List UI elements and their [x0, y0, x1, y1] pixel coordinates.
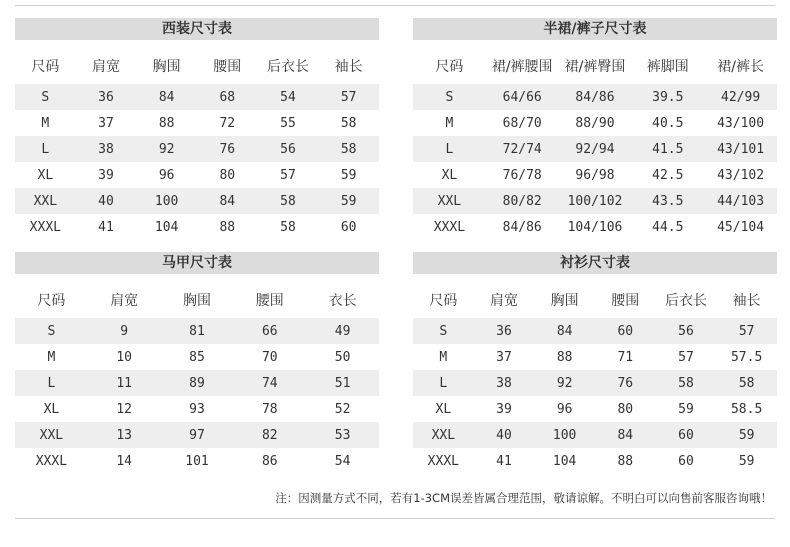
column-header: 袖长: [732, 293, 761, 309]
table-row: [15, 422, 379, 448]
measurement-cell: 45/104: [717, 219, 765, 235]
column-header: 肩宽: [91, 59, 120, 75]
measurement-cell: 36: [474, 318, 535, 344]
measurement-cell: 84: [534, 318, 595, 344]
measurement-cell: 104: [154, 219, 179, 235]
measurement-cell: 57.5: [730, 349, 763, 365]
measurement-cell: 50: [334, 349, 351, 365]
measurement-cell: 80: [219, 167, 236, 183]
table-row: [413, 188, 777, 214]
size-label-cell: S: [413, 318, 474, 344]
column-header: 肩宽: [110, 293, 139, 309]
measurement-cell: 88/90: [575, 115, 615, 131]
measurement-cell: 10: [116, 349, 133, 365]
measurement-cell: 40: [474, 422, 535, 448]
measurement-cell: 84: [197, 188, 258, 214]
measurement-cell: 44/103: [704, 188, 777, 214]
measurement-cell: 56: [258, 136, 319, 162]
measurement-cell: 88: [219, 219, 236, 235]
column-header: 腰围: [213, 59, 242, 75]
table-row: [15, 214, 379, 240]
measurement-cell: 89: [161, 370, 234, 396]
measurement-cell: 41: [496, 453, 512, 469]
skirt-pants-table: [413, 48, 777, 240]
measurement-cell: 72/74: [486, 136, 559, 162]
table-header-row: [413, 282, 777, 318]
table-header-row: [15, 48, 379, 84]
measurement-cell: 53: [306, 422, 379, 448]
measurement-cell: 12: [116, 401, 133, 417]
measurement-cell: 84: [136, 84, 197, 110]
table-row: [413, 370, 777, 396]
table-header-row: [15, 282, 379, 318]
size-label-cell: L: [413, 136, 486, 162]
measurement-cell: 38: [76, 136, 137, 162]
measurement-cell: 60: [656, 422, 717, 448]
measurement-cell: 59: [340, 167, 357, 183]
measurement-cell: 39: [496, 401, 512, 417]
measurement-cell: 39.5: [631, 84, 704, 110]
measurement-cell: 52: [334, 401, 351, 417]
table-row: [413, 396, 777, 422]
size-label-cell: XL: [37, 167, 54, 183]
measurement-cell: 84/86: [502, 219, 542, 235]
measurement-cell: 57: [716, 318, 777, 344]
measurement-cell: 49: [306, 318, 379, 344]
size-label-cell: XXXL: [433, 219, 466, 235]
measurement-cell: 36: [76, 84, 137, 110]
measurement-cell: 96: [158, 167, 175, 183]
size-label-cell: XXL: [413, 188, 486, 214]
measurement-cell: 72: [219, 115, 236, 131]
measurement-cell: 76/78: [502, 167, 542, 183]
table-row: [413, 214, 777, 240]
table-row: [15, 448, 379, 474]
measurement-cell: 58: [716, 370, 777, 396]
size-label-cell: S: [15, 84, 76, 110]
measurement-cell: 60: [595, 318, 656, 344]
measurement-cell: 60: [678, 453, 694, 469]
measurement-cell: 80: [617, 401, 634, 417]
measurement-cell: 43/101: [704, 136, 777, 162]
measurement-cell: 55: [280, 115, 296, 131]
column-header: 尺码: [435, 59, 464, 75]
measurement-cell: 44.5: [652, 219, 684, 235]
vest-table-title: 马甲尺寸表: [15, 252, 379, 274]
measurement-cell: 82: [233, 422, 306, 448]
size-label-cell: XL: [441, 167, 458, 183]
column-header: 胸围: [550, 293, 579, 309]
table-row: [413, 448, 777, 474]
size-label-cell: XXXL: [35, 453, 68, 469]
table-row: [15, 110, 379, 136]
measurement-cell: 43/100: [717, 115, 765, 131]
measurement-cell: 85: [189, 349, 205, 365]
column-header: 衣长: [328, 293, 357, 309]
skirt-pants-size-table: [413, 18, 777, 240]
bottom-divider: [15, 518, 775, 519]
column-header: 袖长: [334, 59, 363, 75]
measurement-cell: 92: [136, 136, 197, 162]
measurement-cell: 58: [656, 370, 717, 396]
measurement-cell: 88: [617, 453, 634, 469]
measurement-cell: 68/70: [502, 115, 542, 131]
column-header: 腰围: [255, 293, 284, 309]
table-row: [413, 84, 777, 110]
measurement-cell: 38: [474, 370, 535, 396]
measurement-cell: 60: [340, 219, 357, 235]
measurement-cell: 59: [678, 401, 694, 417]
vest-size-table: [15, 252, 379, 474]
shirt-table-title: 衬衫尺寸表: [413, 252, 777, 274]
measurement-cell: 78: [261, 401, 278, 417]
column-header: 裤脚围: [646, 59, 689, 75]
measurement-cell: 41: [98, 219, 114, 235]
table-row: [15, 344, 379, 370]
measurement-cell: 59: [716, 422, 777, 448]
column-header: 腰围: [611, 293, 640, 309]
size-label-cell: M: [445, 115, 454, 131]
table-row: [15, 396, 379, 422]
table-row: [413, 136, 777, 162]
measurement-cell: 40: [76, 188, 137, 214]
skirt-pants-table-title: 半裙/裤子尺寸表: [413, 18, 777, 40]
table-row: [15, 162, 379, 188]
measurement-cell: 70: [261, 349, 278, 365]
size-label-cell: L: [15, 370, 88, 396]
measurement-cell: 92/94: [559, 136, 632, 162]
size-label-cell: XL: [435, 401, 452, 417]
measurement-cell: 9: [88, 318, 161, 344]
measurement-cell: 57: [318, 84, 379, 110]
measurement-cell: 104: [552, 453, 577, 469]
table-row: [15, 84, 379, 110]
measurement-cell: 41.5: [631, 136, 704, 162]
size-label-cell: XXXL: [427, 453, 459, 469]
column-header: 尺码: [31, 59, 60, 75]
shirt-size-table: [413, 252, 777, 474]
measurement-cell: 37: [98, 115, 114, 131]
measurement-cell: 71: [617, 349, 634, 365]
measurement-cell: 58.5: [730, 401, 763, 417]
measurement-cell: 39: [98, 167, 114, 183]
table-header-row: [413, 48, 777, 84]
measurement-cell: 88: [158, 115, 175, 131]
measurement-cell: 58: [318, 136, 379, 162]
measurement-cell: 42/99: [704, 84, 777, 110]
measurement-cell: 100: [534, 422, 595, 448]
measurement-cell: 76: [197, 136, 258, 162]
column-header: 胸围: [182, 293, 211, 309]
table-row: [413, 422, 777, 448]
measurement-cell: 57: [280, 167, 296, 183]
column-header: 裙/裤腰围: [491, 59, 553, 75]
measurement-cell: 97: [161, 422, 234, 448]
measurement-cell: 54: [258, 84, 319, 110]
measurement-cell: 88: [556, 349, 573, 365]
column-header: 后衣长: [664, 293, 707, 309]
size-label-cell: XXL: [15, 422, 88, 448]
measurement-cell: 58: [258, 188, 319, 214]
column-header: 胸围: [152, 59, 181, 75]
measurement-cell: 80/82: [486, 188, 559, 214]
measurement-cell: 42.5: [652, 167, 684, 183]
measurement-cell: 59: [318, 188, 379, 214]
column-header: 后衣长: [266, 59, 309, 75]
table-row: [15, 318, 379, 344]
size-label-cell: L: [15, 136, 76, 162]
measurement-cell: 101: [185, 453, 209, 469]
measurement-cell: 11: [88, 370, 161, 396]
suit-size-table: [15, 18, 379, 240]
measurement-cell: 74: [233, 370, 306, 396]
table-row: [15, 370, 379, 396]
measurement-cell: 76: [595, 370, 656, 396]
measurement-cell: 86: [261, 453, 278, 469]
column-header: 裙/裤长: [717, 59, 764, 75]
measurement-cell: 81: [161, 318, 234, 344]
table-row: [15, 188, 379, 214]
table-row: [15, 136, 379, 162]
measurement-cell: 13: [88, 422, 161, 448]
measurement-cell: 58: [340, 115, 357, 131]
column-header: 尺码: [429, 293, 458, 309]
table-row: [413, 162, 777, 188]
size-label-cell: XXXL: [29, 219, 61, 235]
measurement-cell: 100: [136, 188, 197, 214]
measurement-cell: 104/106: [567, 219, 623, 235]
size-label-cell: M: [439, 349, 448, 365]
measurement-cell: 51: [306, 370, 379, 396]
table-row: [413, 318, 777, 344]
suit-table: [15, 48, 379, 240]
measurement-cell: 43.5: [631, 188, 704, 214]
size-label-cell: S: [413, 84, 486, 110]
measurement-cell: 37: [496, 349, 512, 365]
measurement-cell: 64/66: [486, 84, 559, 110]
size-label-cell: M: [41, 115, 50, 131]
measurement-cell: 43/102: [717, 167, 765, 183]
size-label-cell: M: [47, 349, 56, 365]
measurement-cell: 14: [116, 453, 133, 469]
measurement-cell: 84/86: [559, 84, 632, 110]
measurement-note: 注：因测量方式不同，若有1-3CM误差皆属合理范围，敬请谅解。不明白可以向售前客服咨询哦！: [275, 491, 772, 505]
column-header: 裙/裤臀围: [564, 59, 626, 75]
column-header: 尺码: [37, 293, 66, 309]
column-header: 肩宽: [489, 293, 518, 309]
table-row: [413, 344, 777, 370]
measurement-cell: 96/98: [575, 167, 615, 183]
size-label-cell: S: [15, 318, 88, 344]
table-row: [413, 110, 777, 136]
measurement-cell: 100/102: [559, 188, 632, 214]
measurement-cell: 68: [197, 84, 258, 110]
size-label-cell: XL: [43, 401, 60, 417]
size-label-cell: XXL: [15, 188, 76, 214]
measurement-cell: 92: [534, 370, 595, 396]
measurement-cell: 93: [189, 401, 205, 417]
suit-table-title: 西装尺寸表: [15, 18, 379, 40]
size-label-cell: L: [413, 370, 474, 396]
measurement-cell: 59: [738, 453, 755, 469]
measurement-cell: 54: [334, 453, 351, 469]
vest-table: [15, 282, 379, 474]
measurement-cell: 57: [678, 349, 694, 365]
size-label-cell: XXL: [413, 422, 474, 448]
shirt-table: [413, 282, 777, 474]
top-divider: [15, 5, 775, 6]
measurement-cell: 40.5: [652, 115, 684, 131]
measurement-cell: 84: [595, 422, 656, 448]
measurement-cell: 96: [556, 401, 573, 417]
measurement-cell: 56: [656, 318, 717, 344]
measurement-cell: 58: [280, 219, 296, 235]
measurement-cell: 66: [233, 318, 306, 344]
